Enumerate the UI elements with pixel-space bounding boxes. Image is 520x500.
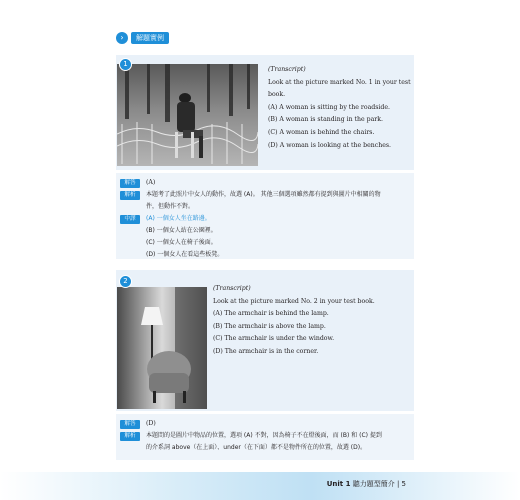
transcript-option-a: (A) A woman is sitting by the roadside. bbox=[268, 103, 390, 111]
question-1-answer-panel bbox=[116, 173, 414, 259]
question-1-transcript bbox=[268, 64, 418, 152]
question-2-photo bbox=[117, 287, 207, 409]
answer-value: (A) bbox=[146, 179, 156, 186]
explanation-line: 件，但動作不對。 bbox=[146, 203, 195, 210]
explanation-line: 本題問的是圖片中物品的位置，選項 (A) 不對，因為椅子不在燈後面，而 (B) 和 (C) 提到 bbox=[146, 432, 382, 439]
section-title: 解題實例 bbox=[131, 32, 169, 44]
explanation-tag: 解析 bbox=[120, 432, 140, 441]
transcript-option-c: (C) A woman is behind the chairs. bbox=[268, 128, 375, 136]
answer-tag: 解答 bbox=[120, 420, 140, 429]
transcript-line: Look at the picture marked No. 2 in your test book. bbox=[213, 297, 375, 305]
footer-title: 聽力題型簡介 bbox=[352, 480, 395, 488]
transcript-option-d: (D) A woman is looking at the benches. bbox=[268, 141, 392, 149]
transcript-heading: (Transcript) bbox=[268, 66, 306, 73]
transcript-option-d: (D) The armchair is in the corner. bbox=[213, 347, 319, 355]
answer-tag: 解答 bbox=[120, 179, 140, 188]
explanation-tag: 解析 bbox=[120, 191, 140, 200]
chevron-right-icon: › bbox=[116, 32, 128, 44]
transcript-option-c: (C) The armchair is under the window. bbox=[213, 335, 335, 343]
section-header bbox=[116, 31, 169, 45]
armchair-lamp-photo bbox=[117, 287, 207, 409]
translation-a: (A) 一個女人坐在路邊。 bbox=[146, 215, 211, 222]
explanation-line: 本題考了此照片中女人的動作，故選 (A)。 其他三個選項雖然都有提到與圖片中相關的物 bbox=[146, 191, 381, 198]
transcript-line: Look at the picture marked No. 1 in your test book. bbox=[268, 78, 411, 99]
question-1-photo bbox=[117, 64, 258, 166]
page-number: 5 bbox=[401, 480, 406, 488]
page-footer: Unit 1 聽力題型簡介 | 5 bbox=[326, 480, 406, 488]
transcript-option-a: (A) The armchair is behind the lamp. bbox=[213, 310, 329, 318]
question-2-answer-panel bbox=[116, 414, 414, 460]
translation-b: (B) 一個女人站在公園裡。 bbox=[146, 227, 217, 234]
transcript-option-b: (B) A woman is standing in the park. bbox=[268, 116, 383, 124]
answer-value: (D) bbox=[146, 420, 156, 427]
footer-unit: Unit 1 bbox=[326, 480, 351, 488]
translation-tag: 中譯 bbox=[120, 215, 140, 224]
translation-d: (D) 一個女人在看這些板凳。 bbox=[146, 251, 224, 258]
question-2-number-badge: 2 bbox=[119, 275, 132, 288]
footer-band bbox=[0, 472, 520, 500]
translation-c: (C) 一個女人在椅子後面。 bbox=[146, 239, 217, 246]
transcript-heading: (Transcript) bbox=[213, 285, 251, 292]
question-1-number-badge: 1 bbox=[119, 58, 132, 71]
transcript-option-b: (B) The armchair is above the lamp. bbox=[213, 322, 326, 330]
question-2-transcript bbox=[213, 283, 403, 359]
woman-on-chair-photo bbox=[117, 64, 258, 166]
explanation-line: 的介系詞 above（在上面）、under（在下面）都不是物件所在的位置，故選 (D)。 bbox=[146, 444, 367, 451]
